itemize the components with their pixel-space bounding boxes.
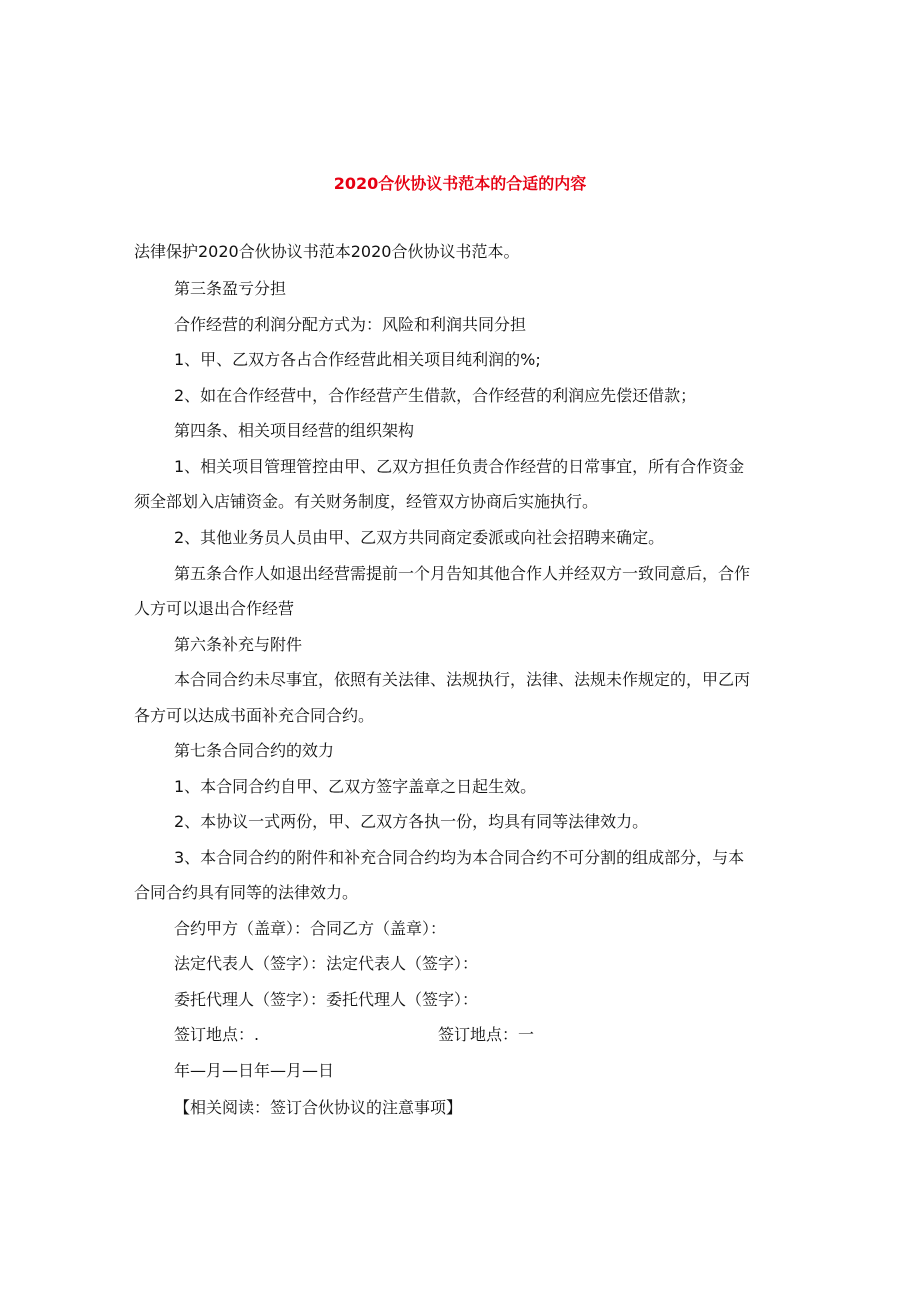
article3-item1: 1、甲、乙双方各占合作经营此相关项目纯利润的%; [174, 350, 541, 369]
article4-item2: 2、其他业务员人员由甲、乙双方共同商定委派或向社会招聘来确定。 [174, 528, 665, 547]
article3-line1: 合作经营的利润分配方式为：风险和利润共同分担 [174, 315, 527, 334]
article4-heading: 第四条、相关项目经营的组织架构 [174, 421, 415, 440]
signature-agent: 委托代理人（签字）：委托代理人（签字）： [174, 990, 479, 1009]
signature-legal-rep: 法定代表人（签字）：法定代表人（签字）： [174, 954, 479, 973]
article7-item3-line2: 合同合约具有同等的法律效力。 [134, 883, 359, 902]
signature-date: 年—月—日年—月—日 [174, 1061, 335, 1080]
signature-place-right: 签订地点：一 [438, 1025, 535, 1044]
article6-line2: 各方可以达成书面补充合同合约。 [134, 706, 375, 725]
article7-item1: 1、本合同合约自甲、乙双方签字盖章之日起生效。 [174, 777, 537, 796]
signature-parties: 合约甲方（盖章）：合同乙方（盖章）： [174, 919, 447, 938]
article4-item1-line1: 1、相关项目管理管控由甲、乙双方担任负责合作经营的日常事宜，所有合作资金 [174, 457, 745, 476]
article7-item2: 2、本协议一式两份，甲、乙双方各执一份，均具有同等法律效力。 [174, 812, 649, 831]
intro-paragraph: 法律保护2020合伙协议书范本2020合伙协议书范本。 [134, 242, 520, 261]
article3-item2: 2、如在合作经营中，合作经营产生借款，合作经营的利润应先偿还借款； [174, 386, 697, 405]
article7-heading: 第七条合同合约的效力 [174, 741, 335, 760]
article5-line1: 第五条合作人如退出经营需提前一个月告知其他合作人并经双方一致同意后，合作 [174, 564, 751, 583]
article4-item1-line2: 须全部划入店铺资金。有关财务制度，经管双方协商后实施执行。 [134, 492, 599, 511]
article5-line2: 人方可以退出合作经营 [134, 599, 295, 618]
related-reading: 【相关阅读：签订合伙协议的注意事项】 [174, 1098, 463, 1117]
document-title: 2020合伙协议书范本的合适的内容 [333, 174, 587, 193]
article6-line1: 本合同合约未尽事宜，依照有关法律、法规执行，法律、法规未作规定的，甲乙丙 [174, 670, 751, 689]
article3-heading: 第三条盈亏分担 [174, 279, 287, 298]
article7-item3-line1: 3、本合同合约的附件和补充合同合约均为本合同合约不可分割的组成部分，与本 [174, 848, 745, 867]
article6-heading: 第六条补充与附件 [174, 635, 303, 654]
signature-place-left: 签订地点：. [174, 1025, 260, 1044]
